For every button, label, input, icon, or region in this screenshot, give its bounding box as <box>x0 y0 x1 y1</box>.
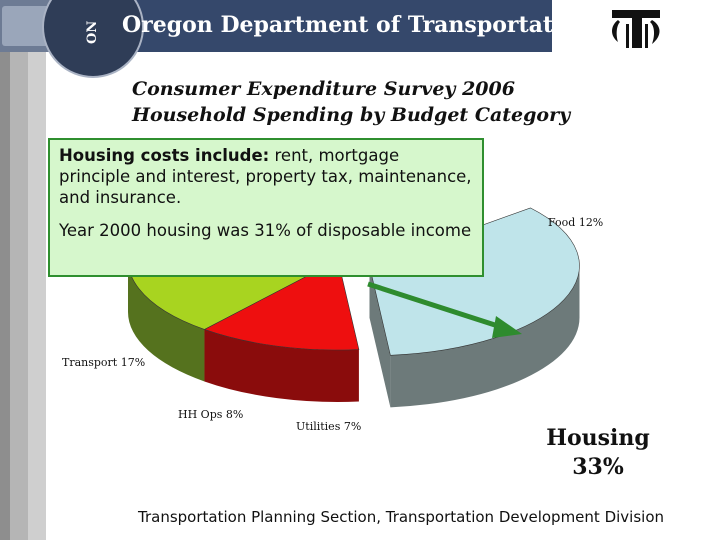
footer-credit: Transportation Planning Section, Transportation Development Division <box>138 508 664 526</box>
housing-note-second: Year 2000 housing was 31% of disposable income <box>59 221 472 240</box>
slice-label-utilities: Utilities 7% <box>296 420 362 433</box>
slice-label-transport: Transport 17% <box>62 356 146 369</box>
housing-label-name: Housing <box>546 425 650 451</box>
note-bold-prefix: Housing costs include: <box>59 146 270 165</box>
housing-slice-label <box>528 424 668 482</box>
seal-letters: ON <box>85 20 100 44</box>
note-body: rent, mortgage principle and interest, property tax, maintenance, and insurance. <box>59 146 472 207</box>
slice-label-food: Food 12% <box>548 216 604 229</box>
chart-title-line-2: Household Spending by Budget Category <box>132 104 571 126</box>
housing-label-value: 33% <box>572 454 624 480</box>
housing-note-box <box>48 138 484 277</box>
org-title: Oregon Department of Transportation <box>122 12 593 38</box>
housing-note-text <box>59 145 473 208</box>
chart-title-line-1: Consumer Expenditure Survey 2006 <box>132 78 515 100</box>
slice-label-hh-ops: HH Ops 8% <box>178 408 244 421</box>
